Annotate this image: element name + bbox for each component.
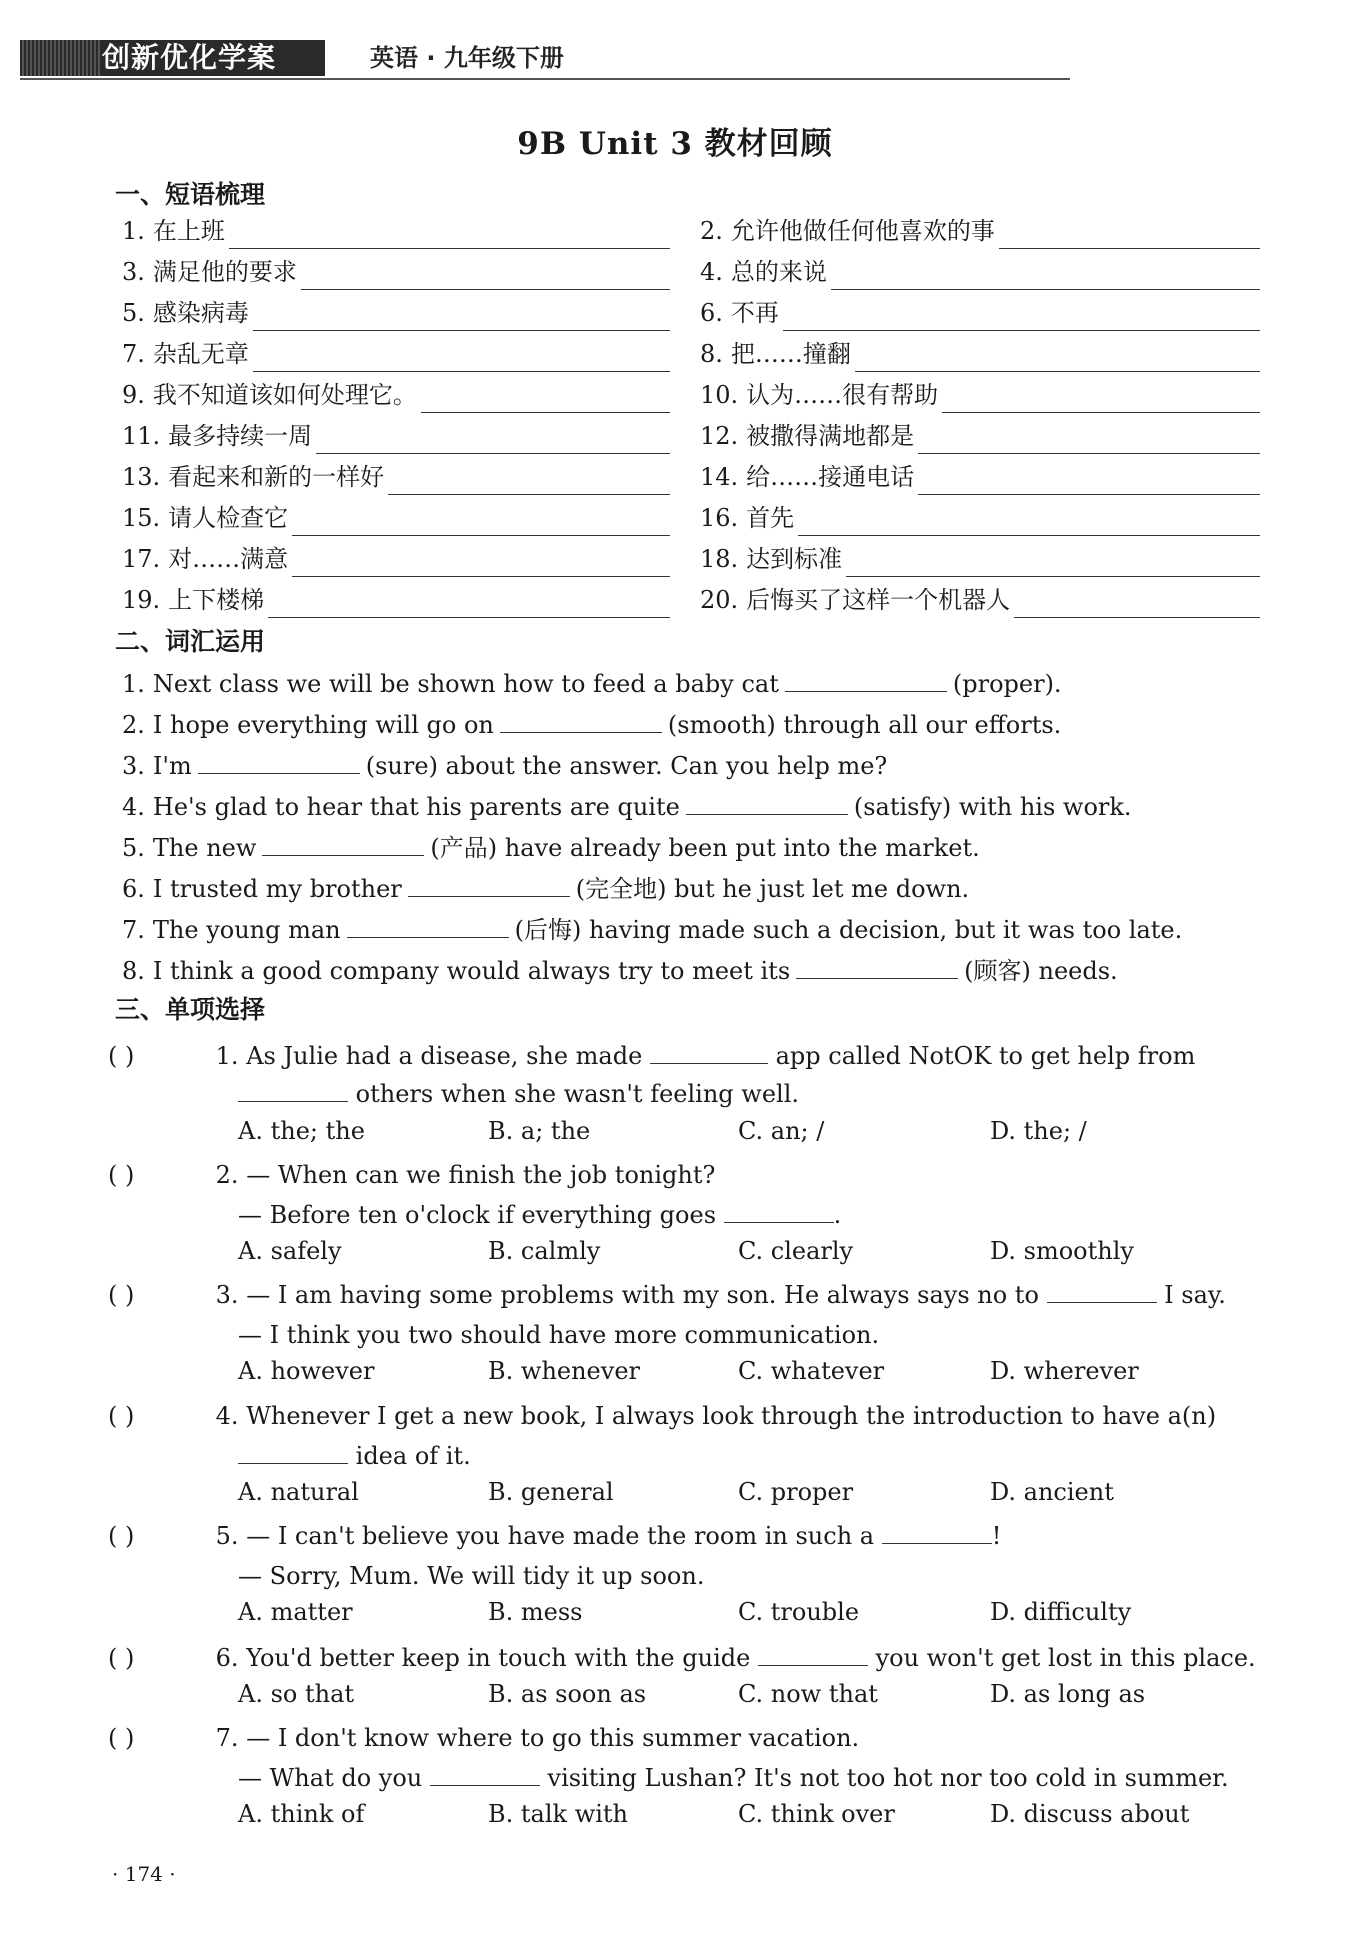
answer-bracket[interactable]: ( ) xyxy=(108,1281,135,1309)
answer-line[interactable] xyxy=(388,468,670,495)
item-number: 14. xyxy=(700,463,739,491)
answer-blank[interactable] xyxy=(650,1039,768,1064)
item-number: 8. xyxy=(700,340,723,368)
answer-line[interactable] xyxy=(1014,591,1260,618)
option-b[interactable]: B. as soon as xyxy=(488,1680,647,1708)
answer-blank[interactable] xyxy=(882,1519,992,1544)
vocabulary-item xyxy=(122,707,1061,743)
answer-line[interactable] xyxy=(316,427,670,454)
sentence-end: (satisfy) with his work. xyxy=(853,793,1132,821)
phrase-item xyxy=(122,500,670,536)
item-number: 16. xyxy=(700,504,739,532)
answer-line[interactable] xyxy=(253,345,670,372)
answer-blank[interactable] xyxy=(430,1761,540,1786)
sentence-end: (proper). xyxy=(952,670,1062,698)
option-d[interactable]: D. wherever xyxy=(990,1357,1139,1385)
answer-bracket[interactable]: ( ) xyxy=(108,1724,135,1752)
answer-blank[interactable] xyxy=(785,667,947,692)
option-c[interactable]: C. an; / xyxy=(738,1117,825,1145)
answer-blank[interactable] xyxy=(796,954,958,979)
item-number: 5. xyxy=(122,834,145,862)
item-number: 15. xyxy=(122,504,161,532)
option-b[interactable]: B. whenever xyxy=(488,1357,640,1385)
item-number: 8. xyxy=(122,957,145,985)
sentence-start: The young man xyxy=(152,916,341,944)
question-7-line2: — What do you visiting Lushan? It's not too hot nor too cold in summer. xyxy=(238,1760,1229,1796)
option-a[interactable]: A. the; the xyxy=(238,1117,365,1145)
phrase-text: 满足他的要求 xyxy=(152,258,297,286)
question-7: ( ) 7. — I don't know where to go this summer vacation. xyxy=(108,1720,859,1756)
phrase-text: 首先 xyxy=(746,504,795,532)
answer-bracket[interactable]: ( ) xyxy=(108,1161,135,1189)
phrase-item xyxy=(700,336,1260,372)
answer-blank[interactable] xyxy=(686,790,848,815)
option-b[interactable]: B. general xyxy=(488,1478,614,1506)
phrase-item xyxy=(700,459,1260,495)
sentence-end: (smooth) through all our efforts. xyxy=(667,711,1062,739)
option-c[interactable]: C. proper xyxy=(738,1478,854,1506)
item-number: 1. xyxy=(122,217,145,245)
phrase-item xyxy=(122,295,670,331)
phrase-item xyxy=(122,254,670,290)
answer-line[interactable] xyxy=(421,386,670,413)
sentence-start: I'm xyxy=(152,752,192,780)
phrase-item xyxy=(700,582,1260,618)
phrase-text: 我不知道该如何处理它。 xyxy=(152,381,417,409)
question-3-line2: — I think you two should have more communication. xyxy=(238,1321,880,1349)
option-a[interactable]: A. however xyxy=(238,1357,375,1385)
answer-blank[interactable] xyxy=(198,749,360,774)
item-number: 12. xyxy=(700,422,739,450)
vocabulary-item xyxy=(122,748,887,784)
answer-blank[interactable] xyxy=(238,1077,348,1102)
answer-line[interactable] xyxy=(268,591,670,618)
item-number: 7. xyxy=(122,916,145,944)
answer-blank[interactable] xyxy=(500,708,662,733)
answer-line[interactable] xyxy=(292,550,670,577)
answer-line[interactable] xyxy=(918,468,1260,495)
item-number: 3. xyxy=(122,752,145,780)
item-number: 4. xyxy=(700,258,723,286)
phrase-item xyxy=(700,418,1260,454)
answer-blank[interactable] xyxy=(408,872,570,897)
vocabulary-item xyxy=(122,953,1118,989)
answer-line[interactable] xyxy=(918,427,1260,454)
answer-blank[interactable] xyxy=(724,1198,834,1223)
option-d[interactable]: D. smoothly xyxy=(990,1237,1134,1265)
phrase-text: 把……撞翻 xyxy=(730,340,851,368)
phrase-text: 给……接通电话 xyxy=(746,463,915,491)
option-c[interactable]: C. clearly xyxy=(738,1237,854,1265)
option-d[interactable]: D. as long as xyxy=(990,1680,1146,1708)
option-a[interactable]: A. safely xyxy=(238,1237,342,1265)
question-4-line2: idea of it. xyxy=(238,1438,471,1474)
question-4: ( ) 4. Whenever I get a new book, I always look through the introduction to have a(n) xyxy=(108,1398,1216,1434)
phrase-item xyxy=(700,213,1260,249)
question-5-line2: — Sorry, Mum. We will tidy it up soon. xyxy=(238,1562,705,1590)
item-number: 2. xyxy=(122,711,145,739)
option-d[interactable]: D. the; / xyxy=(990,1117,1087,1145)
sentence-start: I think a good company would always try to meet its xyxy=(152,957,791,985)
phrase-item xyxy=(700,295,1260,331)
answer-bracket[interactable]: ( ) xyxy=(108,1402,135,1430)
option-c[interactable]: C. now that xyxy=(738,1680,878,1708)
header-rule xyxy=(20,78,1070,80)
option-d[interactable]: D. discuss about xyxy=(990,1800,1190,1828)
item-number: 2. xyxy=(700,217,723,245)
question-1: ( ) 1. As Julie had a disease, she made app called NotOK to get help from xyxy=(108,1038,1195,1074)
option-a[interactable]: A. natural xyxy=(238,1478,359,1506)
sentence-end: (顾客) needs. xyxy=(964,957,1118,985)
answer-line[interactable] xyxy=(999,222,1260,249)
option-a[interactable]: A. matter xyxy=(238,1598,353,1626)
phrase-item xyxy=(122,377,670,413)
sentence-start: Next class we will be shown how to feed a baby cat xyxy=(152,670,779,698)
phrase-text: 杂乱无章 xyxy=(152,340,249,368)
answer-line[interactable] xyxy=(942,386,1260,413)
answer-bracket[interactable]: ( ) xyxy=(108,1522,135,1550)
item-number: 11. xyxy=(122,422,161,450)
phrase-item xyxy=(700,377,1260,413)
phrase-text: 对……满意 xyxy=(168,545,289,573)
option-c[interactable]: C. trouble xyxy=(738,1598,860,1626)
answer-blank[interactable] xyxy=(238,1439,348,1464)
phrase-item xyxy=(700,541,1260,577)
vocabulary-item xyxy=(122,830,980,866)
page-header xyxy=(20,40,1330,80)
option-a[interactable]: A. think of xyxy=(238,1800,365,1828)
phrase-text: 被撒得满地都是 xyxy=(746,422,915,450)
sentence-end: (sure) about the answer. Can you help me? xyxy=(365,752,888,780)
answer-line[interactable] xyxy=(783,304,1260,331)
sentence-start: The new xyxy=(152,834,257,862)
phrase-item xyxy=(122,582,670,618)
question-2-line2: — Before ten o'clock if everything goes . xyxy=(238,1197,841,1233)
brand-stripe-decoration xyxy=(20,40,100,76)
answer-line[interactable] xyxy=(855,345,1260,372)
option-a[interactable]: A. so that xyxy=(238,1680,355,1708)
answer-blank[interactable] xyxy=(262,831,424,856)
phrase-text: 看起来和新的一样好 xyxy=(168,463,385,491)
phrase-text: 不再 xyxy=(730,299,779,327)
phrase-item xyxy=(700,500,1260,536)
vocabulary-item xyxy=(122,912,1182,948)
question-2: ( ) 2. — When can we finish the job tonight? xyxy=(108,1157,715,1193)
phrase-item xyxy=(122,459,670,495)
answer-line[interactable] xyxy=(229,222,670,249)
brand-banner xyxy=(20,40,325,76)
phrase-text: 感染病毒 xyxy=(152,299,249,327)
question-3: ( ) 3. — I am having some problems with my son. He always says no to I say. xyxy=(108,1277,1226,1313)
phrase-text: 请人检查它 xyxy=(168,504,289,532)
section-heading-vocabulary: 二、词汇运用 xyxy=(115,627,266,656)
vocabulary-item xyxy=(122,871,969,907)
answer-bracket[interactable]: ( ) xyxy=(108,1042,135,1070)
sentence-start: I hope everything will go on xyxy=(152,711,494,739)
answer-line[interactable] xyxy=(301,263,670,290)
option-c[interactable]: C. whatever xyxy=(738,1357,885,1385)
question-5: ( ) 5. — I can't believe you have made the room in such a ! xyxy=(108,1518,1001,1554)
sentence-end: (产品) have already been put into the market. xyxy=(430,834,980,862)
phrase-text: 后悔买了这样一个机器人 xyxy=(746,586,1011,614)
sentence-start: He's glad to hear that his parents are quite xyxy=(152,793,680,821)
option-b[interactable]: B. a; the xyxy=(488,1117,591,1145)
phrase-text: 在上班 xyxy=(152,217,225,245)
item-number: 4. xyxy=(122,793,145,821)
phrase-text: 上下楼梯 xyxy=(168,586,265,614)
phrase-text: 允许他做任何他喜欢的事 xyxy=(730,217,995,245)
sentence-end: (完全地) but he just let me down. xyxy=(575,875,970,903)
page-title: 9B Unit 3 教材回顾 xyxy=(517,126,833,162)
vocabulary-item xyxy=(122,666,1062,702)
item-number: 7. xyxy=(122,340,145,368)
option-d[interactable]: D. difficulty xyxy=(990,1598,1132,1626)
answer-line[interactable] xyxy=(846,550,1260,577)
answer-blank[interactable] xyxy=(1047,1278,1157,1303)
option-b[interactable]: B. mess xyxy=(488,1598,583,1626)
option-d[interactable]: D. ancient xyxy=(990,1478,1114,1506)
item-number: 10. xyxy=(700,381,739,409)
item-number: 18. xyxy=(700,545,739,573)
answer-line[interactable] xyxy=(292,509,670,536)
option-b[interactable]: B. calmly xyxy=(488,1237,601,1265)
option-b[interactable]: B. talk with xyxy=(488,1800,629,1828)
vocabulary-item xyxy=(122,789,1132,825)
phrase-item xyxy=(700,254,1260,290)
sentence-end: (后悔) having made such a decision, but it was too late. xyxy=(514,916,1183,944)
question-6: ( ) 6. You'd better keep in touch with the guide you won't get lost in this place. xyxy=(108,1640,1256,1676)
phrase-text: 总的来说 xyxy=(730,258,827,286)
item-number: 6. xyxy=(122,875,145,903)
section-heading-multiple-choice: 三、单项选择 xyxy=(115,995,266,1024)
answer-line[interactable] xyxy=(798,509,1260,536)
item-number: 6. xyxy=(700,299,723,327)
subject-label: 英语 · 九年级下册 xyxy=(370,44,564,72)
option-c[interactable]: C. think over xyxy=(738,1800,895,1828)
item-number: 9. xyxy=(122,381,145,409)
item-number: 17. xyxy=(122,545,161,573)
phrase-item xyxy=(122,418,670,454)
sentence-start: I trusted my brother xyxy=(152,875,402,903)
item-number: 20. xyxy=(700,586,739,614)
phrase-text: 认为……很有帮助 xyxy=(746,381,939,409)
item-number: 3. xyxy=(122,258,145,286)
phrase-item xyxy=(122,213,670,249)
page-number: · 174 · xyxy=(112,1862,176,1886)
item-number: 5. xyxy=(122,299,145,327)
section-heading-phrases: 一、短语梳理 xyxy=(115,180,266,209)
phrase-item xyxy=(122,541,670,577)
phrase-text: 最多持续一周 xyxy=(168,422,313,450)
answer-line[interactable] xyxy=(831,263,1260,290)
item-number: 1. xyxy=(122,670,145,698)
item-number: 19. xyxy=(122,586,161,614)
answer-bracket[interactable]: ( ) xyxy=(108,1644,135,1672)
item-number: 13. xyxy=(122,463,161,491)
phrase-item xyxy=(122,336,670,372)
brand-title: 创新优化学案 xyxy=(102,41,277,74)
answer-blank[interactable] xyxy=(347,913,509,938)
answer-blank[interactable] xyxy=(758,1641,868,1666)
question-1-line2: others when she wasn't feeling well. xyxy=(238,1076,799,1112)
answer-line[interactable] xyxy=(253,304,670,331)
phrase-text: 达到标准 xyxy=(746,545,843,573)
